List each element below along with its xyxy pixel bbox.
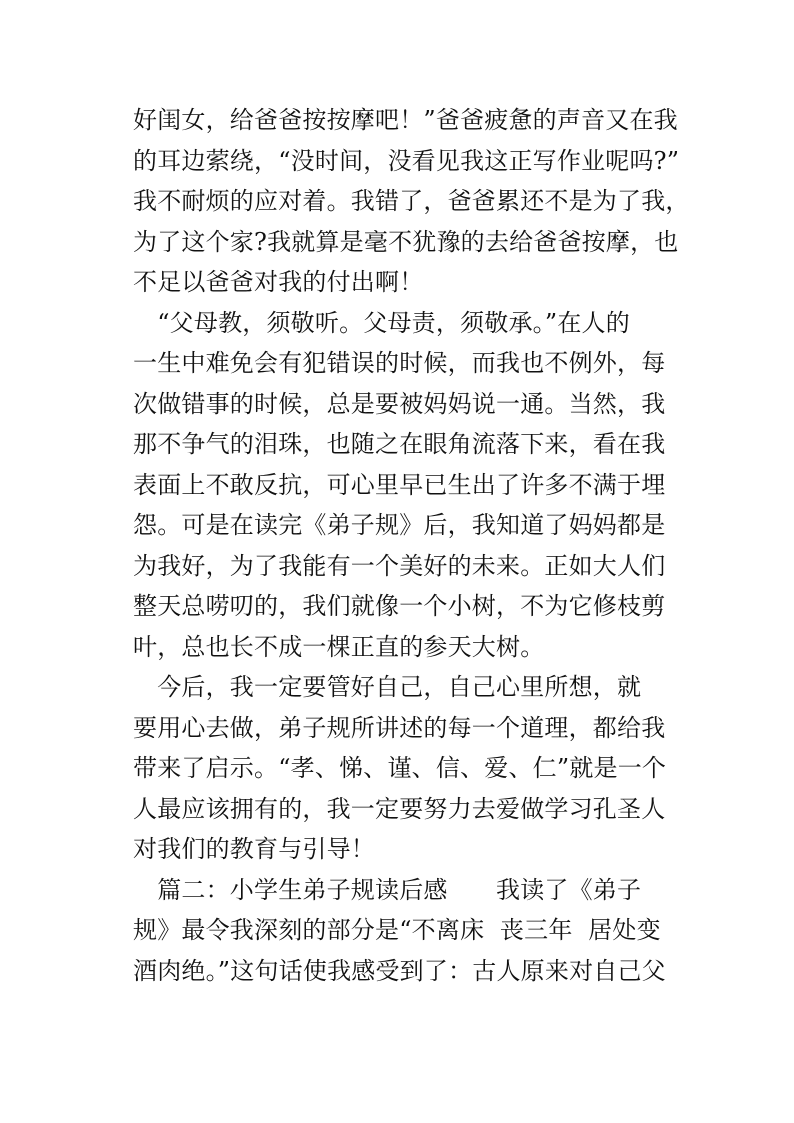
text-line: 那不争气的泪珠，也随之在眼角流落下来，看在我 bbox=[133, 430, 666, 458]
text-line: “父母教，须敬听。父母责，须敬承。”在人的 bbox=[133, 308, 630, 337]
text-line: 我不耐烦的应对着。我错了，爸爸累还不是为了我， bbox=[133, 187, 690, 215]
text-line: 怨。可是在读完《弟子规》后，我知道了妈妈都是 bbox=[133, 511, 666, 539]
text-line: 酒肉绝。”这句话使我感受到了：古人原来对自己父 bbox=[133, 956, 666, 985]
text-line: 为我好，为了我能有一个美好的未来。正如大人们 bbox=[133, 551, 666, 580]
text-line: 要用心去做，弟子规所讲述的每一个道理，都给我 bbox=[133, 713, 666, 742]
text-line: 不足以爸爸对我的付出啊！ bbox=[133, 268, 424, 296]
text-line: 整天总唠叨的，我们就像一个小树，不为它修枝剪 bbox=[133, 592, 666, 620]
text-line: 的耳边萦绕，“没时间，没看见我这正写作业呢吗?” bbox=[133, 146, 680, 175]
text-line: 篇二：小学生弟子规读后感 我读了《弟子 bbox=[133, 875, 642, 904]
text-line: 规》最令我深刻的部分是“不离床 丧三年 居处变 bbox=[133, 916, 661, 944]
text-line: 人最应该拥有的，我一定要努力去爱做学习孔圣人 bbox=[133, 794, 666, 823]
text-line: 为了这个家?我就算是毫不犹豫的去给爸爸按摩，也 bbox=[133, 227, 679, 256]
text-line: 表面上不敢反抗，可心里早已生出了许多不满于埋 bbox=[133, 470, 666, 499]
text-line: 今后，我一定要管好自己，自己心里所想，就 bbox=[133, 673, 642, 701]
text-line: 次做错事的时候，总是要被妈妈说一通。当然，我 bbox=[133, 389, 666, 418]
text-line: 好闺女，给爸爸按按摩吧！”爸爸疲惫的声音又在我 bbox=[133, 106, 678, 134]
text-line: 对我们的教育与引导！ bbox=[133, 835, 375, 863]
text-line: 叶，总也长不成一棵正直的参天大树。 bbox=[133, 632, 545, 661]
text-line: 带来了启示。“孝、悌、谨、信、爱、仁”就是一个 bbox=[133, 754, 667, 782]
text-line: 一生中难免会有犯错误的时候，而我也不例外，每 bbox=[133, 349, 666, 377]
body-text bbox=[133, 100, 690, 991]
